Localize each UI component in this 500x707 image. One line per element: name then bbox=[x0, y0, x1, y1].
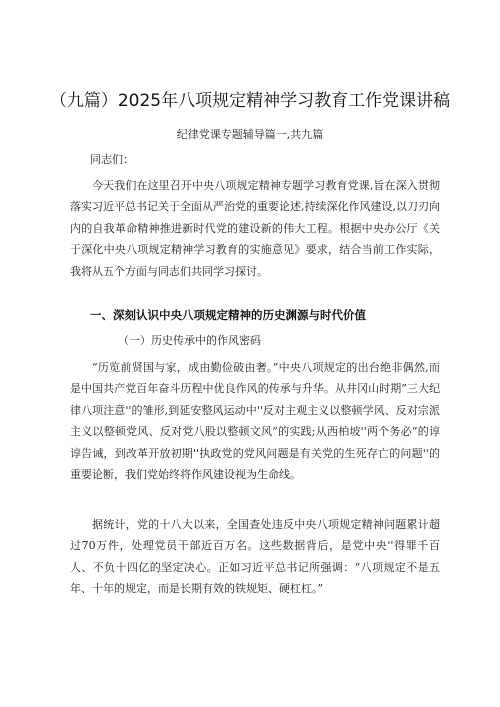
document-subtitle: 纪律党课专题辅导篇一,共九篇 bbox=[176, 128, 324, 141]
subsection-heading: （一）历史传承中的作风密码 bbox=[118, 334, 261, 347]
document-title: （九篇）2025年八项规定精神学习教育工作党课讲稿 bbox=[49, 91, 451, 111]
intro-paragraph: 今天我们在这里召开中央八项规定精神专题学习教育党课,旨在深入贯彻落实习近平总书记关于全面从严治党的重要论述,持续深化作风建设,以刀刃向内的自我革命精神推进新时代党的建设新的伟大工程。根据中央办公厅《关于深化中央八项规定精神学习教育的实施意见》要求，结合当前工作实际，我将从五个方面与同志们共同学习探讨。 bbox=[70, 179, 440, 278]
body-paragraph-history: “历览前贤国与家，成由勤俭破由奢。”中央八项规定的出台绝非偶然,而是中国共产党百年奋斗历程中优良作风的传承与升华。从井冈山时期”三大纪律八项注意''的雏形,到延安整风运动中''反对主观主义以整顿学风、反对宗派主义以整顿党风、反对党八股以整顿文风”的实践;从西柏坡''两个务必”的谆谆告诫，到改革开放初期''执政党的党风问题是有关党的生死存亡的问题''的重要论断，我们党始终将作风建设视为生命线。 bbox=[70, 361, 440, 482]
salutation: 同志们： bbox=[90, 153, 134, 166]
body-paragraph-statistics: 据统计，党的十八大以来，全国查处违反中央八项规定精神问题累计超过70万件，处理党员干部近百万名。这些数据背后，是党中央''得罪千百人、不负十四亿的坚定决心。正如习近平总书记所强调：“八项规定不是五年、十年的规定，而是长期有效的铁规矩、硬杠杠。” bbox=[70, 518, 440, 596]
section-heading: 一、深刻认识中央八项规定精神的历史渊源与时代价值 bbox=[90, 308, 366, 322]
